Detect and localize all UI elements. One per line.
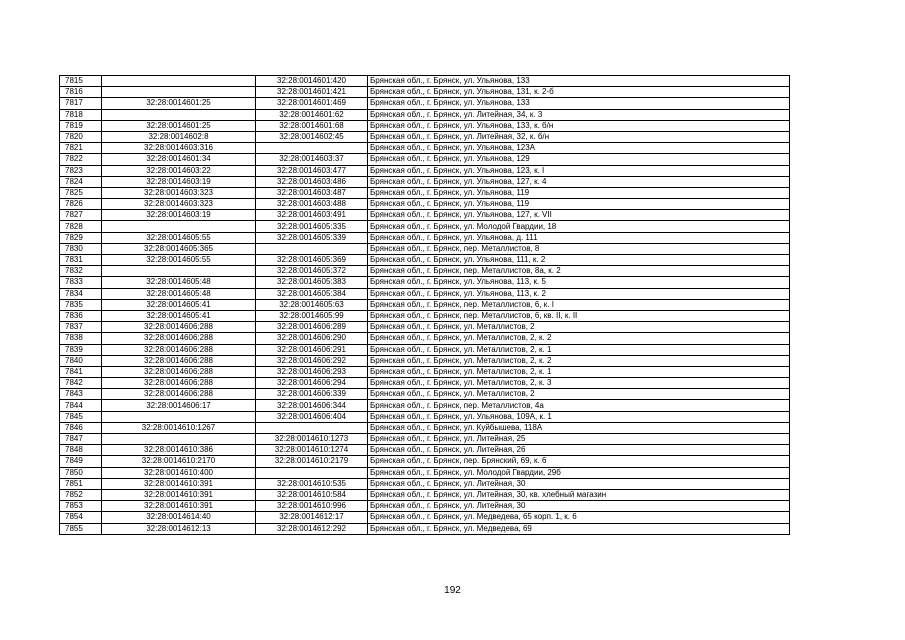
row-number-cell: 7834 bbox=[60, 288, 102, 299]
row-number-cell: 7821 bbox=[60, 143, 102, 154]
address-cell: Брянская обл., г. Брянск, ул. Ульянова, 123А bbox=[368, 143, 790, 154]
parent-cadastral-cell: 32:28:0014610:1267 bbox=[102, 422, 256, 433]
cadastral-number-cell bbox=[256, 422, 368, 433]
address-cell: Брянская обл., г. Брянск, ул. Металлистов, 2, к. 3 bbox=[368, 378, 790, 389]
cadastral-number-cell: 32:28:0014601:469 bbox=[256, 98, 368, 109]
table-row bbox=[60, 277, 790, 288]
address-cell: Брянская обл., г. Брянск, ул. Металлистов, 2, к. 1 bbox=[368, 366, 790, 377]
table-row bbox=[60, 131, 790, 142]
cadastral-number-cell: 32:28:0014605:335 bbox=[256, 221, 368, 232]
row-number-cell: 7842 bbox=[60, 378, 102, 389]
address-cell: Брянская обл., г. Брянск, ул. Металлистов, 2, к. 2 bbox=[368, 355, 790, 366]
table-row bbox=[60, 422, 790, 433]
row-number-cell: 7850 bbox=[60, 467, 102, 478]
cadastral-number-cell: 32:28:0014610:535 bbox=[256, 478, 368, 489]
row-number-cell: 7835 bbox=[60, 299, 102, 310]
parent-cadastral-cell: 32:28:0014614:40 bbox=[102, 512, 256, 523]
table-row bbox=[60, 389, 790, 400]
row-number-cell: 7823 bbox=[60, 165, 102, 176]
row-number-cell: 7847 bbox=[60, 434, 102, 445]
address-cell: Брянская обл., г. Брянск, ул. Литейная, 25 bbox=[368, 434, 790, 445]
parent-cadastral-cell bbox=[102, 434, 256, 445]
address-cell: Брянская обл., г. Брянск, ул. Ульянова, 133 bbox=[368, 98, 790, 109]
table-row bbox=[60, 333, 790, 344]
address-cell: Брянская обл., г. Брянск, пер. Металлистов, 4а bbox=[368, 400, 790, 411]
parent-cadastral-cell: 32:28:0014610:386 bbox=[102, 445, 256, 456]
table-row bbox=[60, 411, 790, 422]
table-row bbox=[60, 266, 790, 277]
address-cell: Брянская обл., г. Брянск, ул. Молодой Гвардии, 29б bbox=[368, 467, 790, 478]
cadastral-number-cell: 32:28:0014605:383 bbox=[256, 277, 368, 288]
table-row bbox=[60, 512, 790, 523]
row-number-cell: 7851 bbox=[60, 478, 102, 489]
cadastral-number-cell: 32:28:0014610:2179 bbox=[256, 456, 368, 467]
table-row bbox=[60, 467, 790, 478]
address-cell: Брянская обл., г. Брянск, ул. Литейная, 30 bbox=[368, 501, 790, 512]
table-row bbox=[60, 87, 790, 98]
table-row bbox=[60, 456, 790, 467]
address-cell: Брянская обл., г. Брянск, ул. Ульянова, д. 111 bbox=[368, 232, 790, 243]
cadastral-number-cell: 32:28:0014610:996 bbox=[256, 501, 368, 512]
cadastral-number-cell: 32:28:0014612:17 bbox=[256, 512, 368, 523]
parent-cadastral-cell: 32:28:0014603:323 bbox=[102, 199, 256, 210]
parent-cadastral-cell bbox=[102, 411, 256, 422]
cadastral-number-cell: 32:28:0014605:63 bbox=[256, 299, 368, 310]
row-number-cell: 7837 bbox=[60, 322, 102, 333]
cadastral-number-cell: 32:28:0014605:339 bbox=[256, 232, 368, 243]
address-cell: Брянская обл., г. Брянск, ул. Медведева, 69 bbox=[368, 523, 790, 534]
parent-cadastral-cell: 32:28:0014605:48 bbox=[102, 277, 256, 288]
cadastral-number-cell: 32:28:0014603:477 bbox=[256, 165, 368, 176]
cadastral-number-cell: 32:28:0014603:486 bbox=[256, 176, 368, 187]
cadastral-number-cell: 32:28:0014601:420 bbox=[256, 76, 368, 87]
table-row bbox=[60, 434, 790, 445]
table-row bbox=[60, 378, 790, 389]
parent-cadastral-cell: 32:28:0014606:288 bbox=[102, 355, 256, 366]
cadastral-number-cell: 32:28:0014601:62 bbox=[256, 109, 368, 120]
parent-cadastral-cell bbox=[102, 87, 256, 98]
address-cell: Брянская обл., г. Брянск, ул. Ульянова, 127, к. 4 bbox=[368, 176, 790, 187]
table-row bbox=[60, 232, 790, 243]
parent-cadastral-cell: 32:28:0014606:288 bbox=[102, 378, 256, 389]
address-cell: Брянская обл., г. Брянск, ул. Медведева, 65 корп. 1, к. 6 bbox=[368, 512, 790, 523]
parent-cadastral-cell: 32:28:0014610:391 bbox=[102, 489, 256, 500]
cadastral-number-cell: 32:28:0014606:404 bbox=[256, 411, 368, 422]
parent-cadastral-cell: 32:28:0014603:22 bbox=[102, 165, 256, 176]
cadastral-number-cell: 32:28:0014605:372 bbox=[256, 266, 368, 277]
address-cell: Брянская обл., г. Брянск, ул. Ульянова, 113, к. 5 bbox=[368, 277, 790, 288]
cadastral-number-cell: 32:28:0014605:369 bbox=[256, 255, 368, 266]
cadastral-number-cell: 32:28:0014605:384 bbox=[256, 288, 368, 299]
address-cell: Брянская обл., г. Брянск, ул. Литейная, 30, кв. хлебный магазин bbox=[368, 489, 790, 500]
table-row bbox=[60, 478, 790, 489]
address-cell: Брянская обл., г. Брянск, ул. Металлистов, 2, к. 1 bbox=[368, 344, 790, 355]
row-number-cell: 7828 bbox=[60, 221, 102, 232]
cadastral-number-cell bbox=[256, 243, 368, 254]
table-row bbox=[60, 299, 790, 310]
parent-cadastral-cell: 32:28:0014610:391 bbox=[102, 478, 256, 489]
address-cell: Брянская обл., г. Брянск, ул. Литейная, 34, к. 3 bbox=[368, 109, 790, 120]
cadastral-number-cell: 32:28:0014601:421 bbox=[256, 87, 368, 98]
row-number-cell: 7849 bbox=[60, 456, 102, 467]
table-row bbox=[60, 523, 790, 534]
parent-cadastral-cell: 32:28:0014603:19 bbox=[102, 176, 256, 187]
parent-cadastral-cell: 32:28:0014606:17 bbox=[102, 400, 256, 411]
address-cell: Брянская обл., г. Брянск, ул. Литейная, 32, к. б/н bbox=[368, 131, 790, 142]
cadastral-number-cell: 32:28:0014601:68 bbox=[256, 120, 368, 131]
row-number-cell: 7845 bbox=[60, 411, 102, 422]
address-cell: Брянская обл., г. Брянск, ул. Ульянова, 119 bbox=[368, 199, 790, 210]
parent-cadastral-cell: 32:28:0014606:288 bbox=[102, 366, 256, 377]
address-cell: Брянская обл., г. Брянск, ул. Ульянова, 133, к. б/н bbox=[368, 120, 790, 131]
parent-cadastral-cell: 32:28:0014606:288 bbox=[102, 322, 256, 333]
cadastral-number-cell: 32:28:0014610:1273 bbox=[256, 434, 368, 445]
row-number-cell: 7852 bbox=[60, 489, 102, 500]
table-row bbox=[60, 76, 790, 87]
records-table-body bbox=[60, 76, 790, 535]
row-number-cell: 7854 bbox=[60, 512, 102, 523]
parent-cadastral-cell: 32:28:0014605:55 bbox=[102, 255, 256, 266]
cadastral-number-cell: 32:28:0014610:584 bbox=[256, 489, 368, 500]
row-number-cell: 7829 bbox=[60, 232, 102, 243]
row-number-cell: 7818 bbox=[60, 109, 102, 120]
cadastral-number-cell: 32:28:0014603:488 bbox=[256, 199, 368, 210]
row-number-cell: 7840 bbox=[60, 355, 102, 366]
table-row bbox=[60, 199, 790, 210]
parent-cadastral-cell: 32:28:0014605:365 bbox=[102, 243, 256, 254]
parent-cadastral-cell: 32:28:0014602:8 bbox=[102, 131, 256, 142]
parent-cadastral-cell bbox=[102, 76, 256, 87]
table-row bbox=[60, 400, 790, 411]
address-cell: Брянская обл., г. Брянск, пер. Металлистов, 8 bbox=[368, 243, 790, 254]
address-cell: Брянская обл., г. Брянск, ул. Литейная, 26 bbox=[368, 445, 790, 456]
page-number: 192 bbox=[444, 585, 461, 596]
parent-cadastral-cell: 32:28:0014601:25 bbox=[102, 120, 256, 131]
row-number-cell: 7838 bbox=[60, 333, 102, 344]
parent-cadastral-cell: 32:28:0014601:34 bbox=[102, 154, 256, 165]
row-number-cell: 7824 bbox=[60, 176, 102, 187]
cadastral-number-cell: 32:28:0014606:339 bbox=[256, 389, 368, 400]
address-cell: Брянская обл., г. Брянск, ул. Куйбышева, 118А bbox=[368, 422, 790, 433]
row-number-cell: 7817 bbox=[60, 98, 102, 109]
parent-cadastral-cell: 32:28:0014601:25 bbox=[102, 98, 256, 109]
parent-cadastral-cell: 32:28:0014606:288 bbox=[102, 389, 256, 400]
parent-cadastral-cell: 32:28:0014605:48 bbox=[102, 288, 256, 299]
row-number-cell: 7832 bbox=[60, 266, 102, 277]
table-row bbox=[60, 310, 790, 321]
table-row bbox=[60, 355, 790, 366]
cadastral-number-cell: 32:28:0014606:293 bbox=[256, 366, 368, 377]
parent-cadastral-cell: 32:28:0014603:19 bbox=[102, 210, 256, 221]
address-cell: Брянская обл., г. Брянск, ул. Ульянова, 113, к. 2 bbox=[368, 288, 790, 299]
row-number-cell: 7853 bbox=[60, 501, 102, 512]
address-cell: Брянская обл., г. Брянск, ул. Ульянова, 111, к. 2 bbox=[368, 255, 790, 266]
address-cell: Брянская обл., г. Брянск, ул. Металлистов, 2 bbox=[368, 322, 790, 333]
row-number-cell: 7830 bbox=[60, 243, 102, 254]
parent-cadastral-cell: 32:28:0014603:316 bbox=[102, 143, 256, 154]
cadastral-number-cell: 32:28:0014606:344 bbox=[256, 400, 368, 411]
address-cell: Брянская обл., г. Брянск, ул. Ульянова, 131, к. 2-б bbox=[368, 87, 790, 98]
cadastral-number-cell: 32:28:0014603:487 bbox=[256, 187, 368, 198]
address-cell: Брянская обл., г. Брянск, ул. Ульянова, 109А, к. 1 bbox=[368, 411, 790, 422]
address-cell: Брянская обл., г. Брянск, ул. Молодой Гвардии, 18 bbox=[368, 221, 790, 232]
parent-cadastral-cell: 32:28:0014606:288 bbox=[102, 344, 256, 355]
parent-cadastral-cell: 32:28:0014610:391 bbox=[102, 501, 256, 512]
row-number-cell: 7855 bbox=[60, 523, 102, 534]
table-row bbox=[60, 154, 790, 165]
parent-cadastral-cell: 32:28:0014605:55 bbox=[102, 232, 256, 243]
table-row bbox=[60, 221, 790, 232]
address-cell: Брянская обл., г. Брянск, ул. Металлистов, 2, к. 2 bbox=[368, 333, 790, 344]
row-number-cell: 7831 bbox=[60, 255, 102, 266]
row-number-cell: 7843 bbox=[60, 389, 102, 400]
address-cell: Брянская обл., г. Брянск, пер. Металлистов, 6, кв. II, к. II bbox=[368, 310, 790, 321]
cadastral-number-cell bbox=[256, 143, 368, 154]
parent-cadastral-cell bbox=[102, 266, 256, 277]
parent-cadastral-cell bbox=[102, 221, 256, 232]
parent-cadastral-cell: 32:28:0014605:41 bbox=[102, 310, 256, 321]
row-number-cell: 7820 bbox=[60, 131, 102, 142]
parent-cadastral-cell: 32:28:0014610:2170 bbox=[102, 456, 256, 467]
table-row bbox=[60, 210, 790, 221]
address-cell: Брянская обл., г. Брянск, ул. Литейная, 30 bbox=[368, 478, 790, 489]
cadastral-number-cell: 32:28:0014612:292 bbox=[256, 523, 368, 534]
cadastral-number-cell: 32:28:0014606:291 bbox=[256, 344, 368, 355]
table-row bbox=[60, 445, 790, 456]
table-row bbox=[60, 344, 790, 355]
address-cell: Брянская обл., г. Брянск, пер. Металлистов, 8а, к. 2 bbox=[368, 266, 790, 277]
cadastral-number-cell: 32:28:0014603:491 bbox=[256, 210, 368, 221]
address-cell: Брянская обл., г. Брянск, ул. Ульянова, 133 bbox=[368, 76, 790, 87]
parent-cadastral-cell: 32:28:0014605:41 bbox=[102, 299, 256, 310]
cadastral-number-cell bbox=[256, 467, 368, 478]
row-number-cell: 7819 bbox=[60, 120, 102, 131]
parent-cadastral-cell: 32:28:0014612:13 bbox=[102, 523, 256, 534]
address-cell: Брянская обл., г. Брянск, ул. Ульянова, 129 bbox=[368, 154, 790, 165]
table-row bbox=[60, 366, 790, 377]
row-number-cell: 7815 bbox=[60, 76, 102, 87]
address-cell: Брянская обл., г. Брянск, пер. Брянский, 69, к. 6 bbox=[368, 456, 790, 467]
records-table bbox=[59, 75, 790, 535]
row-number-cell: 7822 bbox=[60, 154, 102, 165]
row-number-cell: 7846 bbox=[60, 422, 102, 433]
parent-cadastral-cell: 32:28:0014606:288 bbox=[102, 333, 256, 344]
row-number-cell: 7825 bbox=[60, 187, 102, 198]
cadastral-number-cell: 32:28:0014605:99 bbox=[256, 310, 368, 321]
table-row bbox=[60, 165, 790, 176]
address-cell: Брянская обл., г. Брянск, ул. Ульянова, 127, к. VII bbox=[368, 210, 790, 221]
cadastral-number-cell: 32:28:0014606:292 bbox=[256, 355, 368, 366]
row-number-cell: 7841 bbox=[60, 366, 102, 377]
cadastral-number-cell: 32:28:0014610:1274 bbox=[256, 445, 368, 456]
table-row bbox=[60, 143, 790, 154]
table-row bbox=[60, 120, 790, 131]
row-number-cell: 7844 bbox=[60, 400, 102, 411]
address-cell: Брянская обл., г. Брянск, ул. Металлистов, 2 bbox=[368, 389, 790, 400]
address-cell: Брянская обл., г. Брянск, ул. Ульянова, 123, к. I bbox=[368, 165, 790, 176]
row-number-cell: 7848 bbox=[60, 445, 102, 456]
table-row bbox=[60, 187, 790, 198]
table-row bbox=[60, 288, 790, 299]
parent-cadastral-cell: 32:28:0014603:323 bbox=[102, 187, 256, 198]
table-row bbox=[60, 255, 790, 266]
table-row bbox=[60, 322, 790, 333]
row-number-cell: 7836 bbox=[60, 310, 102, 321]
table-row bbox=[60, 489, 790, 500]
cadastral-number-cell: 32:28:0014603:37 bbox=[256, 154, 368, 165]
cadastral-number-cell: 32:28:0014606:294 bbox=[256, 378, 368, 389]
cadastral-number-cell: 32:28:0014606:290 bbox=[256, 333, 368, 344]
address-cell: Брянская обл., г. Брянск, пер. Металлистов, 6, к. I bbox=[368, 299, 790, 310]
row-number-cell: 7839 bbox=[60, 344, 102, 355]
table-row bbox=[60, 109, 790, 120]
table-row bbox=[60, 501, 790, 512]
row-number-cell: 7826 bbox=[60, 199, 102, 210]
address-cell: Брянская обл., г. Брянск, ул. Ульянова, 119 bbox=[368, 187, 790, 198]
cadastral-number-cell: 32:28:0014606:289 bbox=[256, 322, 368, 333]
row-number-cell: 7827 bbox=[60, 210, 102, 221]
parent-cadastral-cell bbox=[102, 109, 256, 120]
table-row bbox=[60, 176, 790, 187]
cadastral-number-cell: 32:28:0014602:45 bbox=[256, 131, 368, 142]
table-row bbox=[60, 243, 790, 254]
parent-cadastral-cell: 32:28:0014610:400 bbox=[102, 467, 256, 478]
table-row bbox=[60, 98, 790, 109]
row-number-cell: 7833 bbox=[60, 277, 102, 288]
row-number-cell: 7816 bbox=[60, 87, 102, 98]
